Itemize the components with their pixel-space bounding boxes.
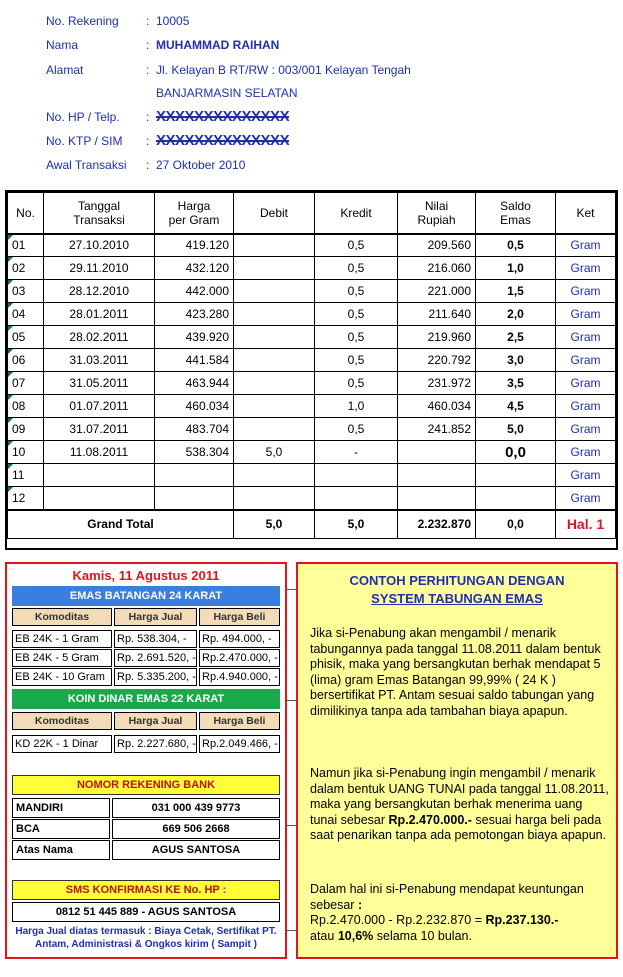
table-row	[8, 326, 616, 349]
cell-kredit	[315, 464, 398, 487]
cell-ket: Gram	[556, 234, 616, 257]
cell-tanggal: 28.01.2011	[44, 303, 155, 326]
table-row	[8, 257, 616, 280]
cell-debit: 5,0	[234, 441, 315, 464]
emas-title: EMAS BATANGAN 24 KARAT	[12, 586, 280, 606]
dinar-col-jual: Harga Jual	[114, 712, 197, 730]
cell-ket: Gram	[556, 487, 616, 510]
emas-cell-beli: Rp.4.940.000, -	[199, 668, 280, 686]
cell-debit	[234, 418, 315, 441]
example-paragraph-1: Jika si-Penabung akan mengambil / menarik tabungannya pada tanggal 11.08.2011 dalam bentuk phisik, maka yang bersangkutan berhak mendapat 5 (lima) gram Emas Batangan 99,99% ( 24 K ) bersertifikat PT. Antam sesuai saldo tabungan yang dimilikinya tanpa ada tambahan biaya apapun.	[310, 626, 601, 718]
dinar-title: KOIN DINAR EMAS 22 KARAT	[12, 689, 280, 709]
dinar-beli: Rp.2.049.466, -	[199, 735, 280, 753]
table-row	[8, 441, 616, 464]
cell-debit	[234, 234, 315, 257]
cell-tanggal: 27.10.2010	[44, 234, 155, 257]
cell-saldo: 0,5	[476, 234, 556, 257]
cell-kredit: 0,5	[315, 418, 398, 441]
cell-saldo: 1,5	[476, 280, 556, 303]
cell-debit	[234, 303, 315, 326]
cell-kredit: 0,5	[315, 280, 398, 303]
grand-total-debit: 5,0	[234, 510, 315, 539]
emas-cell-beli: Rp. 494.000, -	[199, 630, 280, 648]
cell-tanggal	[44, 464, 155, 487]
sms-title: SMS KONFIRMASI KE No. HP :	[12, 880, 280, 900]
emas-cell-kom: EB 24K - 5 Gram	[12, 649, 112, 667]
cell-no: 07	[8, 372, 44, 395]
connector-line	[287, 930, 296, 931]
cell-no: 11	[8, 464, 44, 487]
cell-debit	[234, 372, 315, 395]
cell-tanggal: 01.07.2011	[44, 395, 155, 418]
cell-ket: Gram	[556, 441, 616, 464]
cell-no: 02	[8, 257, 44, 280]
example-title: CONTOH PERHITUNGAN DENGAN SYSTEM TABUNGAN EMAS	[349, 573, 565, 606]
col-debit: Debit	[234, 193, 315, 234]
cell-no: 09	[8, 418, 44, 441]
bank-value: 031 000 439 9773	[112, 798, 280, 818]
page-number: Hal. 1	[556, 510, 616, 539]
cell-harga	[155, 487, 234, 510]
transaction-table	[5, 190, 618, 550]
table-row	[8, 349, 616, 372]
bank-value: 669 506 2668	[112, 819, 280, 839]
cell-harga: 423.280	[155, 303, 234, 326]
table-row	[8, 464, 616, 487]
table-row	[8, 487, 616, 510]
cell-nilai: 460.034	[398, 395, 476, 418]
cell-kredit: 0,5	[315, 234, 398, 257]
col-harga: Harga per Gram	[155, 193, 234, 234]
cell-tanggal	[44, 487, 155, 510]
grand-total-nilai: 2.232.870	[398, 510, 476, 539]
table-row	[8, 280, 616, 303]
sms-number: 0812 51 445 889 - AGUS SANTOSA	[12, 902, 280, 922]
cell-saldo: 2,0	[476, 303, 556, 326]
table-header-row	[8, 193, 616, 234]
cell-ket: Gram	[556, 303, 616, 326]
connector-line	[287, 825, 296, 826]
grand-total-kredit: 5,0	[315, 510, 398, 539]
table-row	[8, 303, 616, 326]
cell-no: 01	[8, 234, 44, 257]
cell-no: 10	[8, 441, 44, 464]
dinar-col-beli: Harga Beli	[199, 712, 280, 730]
cell-kredit: 0,5	[315, 257, 398, 280]
col-ket: Ket	[556, 193, 616, 234]
cell-debit	[234, 326, 315, 349]
transaction-grid	[7, 192, 616, 539]
emas-col-komoditas: Komoditas	[12, 608, 112, 626]
grand-total-saldo: 0,0	[476, 510, 556, 539]
cell-kredit: 0,5	[315, 349, 398, 372]
cell-harga: 460.034	[155, 395, 234, 418]
cell-ket: Gram	[556, 326, 616, 349]
cell-no: 03	[8, 280, 44, 303]
bank-title: NOMOR REKENING BANK	[12, 775, 280, 795]
cell-harga: 441.584	[155, 349, 234, 372]
cell-harga: 442.000	[155, 280, 234, 303]
cell-saldo: 3,5	[476, 372, 556, 395]
cell-kredit: -	[315, 441, 398, 464]
cell-tanggal: 31.07.2011	[44, 418, 155, 441]
emas-cell-jual: Rp. 538.304, -	[114, 630, 197, 648]
cell-ket: Gram	[556, 372, 616, 395]
cell-ket: Gram	[556, 464, 616, 487]
cell-harga: 439.920	[155, 326, 234, 349]
cell-harga: 538.304	[155, 441, 234, 464]
cell-nilai: 211.640	[398, 303, 476, 326]
cell-no: 05	[8, 326, 44, 349]
cell-tanggal: 28.02.2011	[44, 326, 155, 349]
cell-no: 04	[8, 303, 44, 326]
example-box	[296, 562, 618, 959]
cell-saldo: 4,5	[476, 395, 556, 418]
cell-tanggal: 31.05.2011	[44, 372, 155, 395]
cell-kredit: 0,5	[315, 372, 398, 395]
cell-tanggal: 28.12.2010	[44, 280, 155, 303]
cell-harga: 419.120	[155, 234, 234, 257]
col-nilai: Nilai Rupiah	[398, 193, 476, 234]
dinar-jual: Rp. 2.227.680, -	[114, 735, 197, 753]
cell-ket: Gram	[556, 395, 616, 418]
table-row	[8, 418, 616, 441]
cell-nilai: 221.000	[398, 280, 476, 303]
connector-line	[287, 700, 296, 701]
cell-no: 06	[8, 349, 44, 372]
cell-no: 08	[8, 395, 44, 418]
dinar-komoditas: KD 22K - 1 Dinar	[12, 735, 112, 753]
bank-name: MANDIRI	[12, 798, 110, 818]
cell-ket: Gram	[556, 418, 616, 441]
cell-debit	[234, 464, 315, 487]
cell-harga: 463.944	[155, 372, 234, 395]
price-box	[5, 562, 287, 959]
example-paragraph-2: Namun jika si-Penabung ingin mengambil / menarik dalam bentuk UANG TUNAI pada tanggal 11.08.2011, maka yang bersangkutan berhak menerima uang tunai sebesar Rp.2.470.000.- sesuai harga beli pada saat penarikan tanpa ada pemotongan biaya apapun.	[310, 766, 609, 842]
emas-cell-jual: Rp. 2.691.520, -	[114, 649, 197, 667]
emas-cell-beli: Rp.2.470.000, -	[199, 649, 280, 667]
cell-nilai	[398, 441, 476, 464]
cell-no: 12	[8, 487, 44, 510]
cell-nilai: 241.852	[398, 418, 476, 441]
cell-ket: Gram	[556, 280, 616, 303]
emas-cell-kom: EB 24K - 10 Gram	[12, 668, 112, 686]
cell-harga: 432.120	[155, 257, 234, 280]
price-footnote: Harga Jual diatas termasuk : Biaya Cetak, Sertifikat PT. Antam, Administrasi & Ongkos kirim ( Sampit )	[15, 926, 277, 950]
cell-debit	[234, 487, 315, 510]
cell-saldo: 0,0	[476, 441, 556, 464]
cell-nilai: 216.060	[398, 257, 476, 280]
cell-kredit: 0,5	[315, 326, 398, 349]
cell-kredit	[315, 487, 398, 510]
cell-nilai: 231.972	[398, 372, 476, 395]
cell-debit	[234, 349, 315, 372]
emas-cell-jual: Rp. 5.335.200, -	[114, 668, 197, 686]
example-paragraph-3: Dalam hal ini si-Penabung mendapat keuntungan sebesar : Rp.2.470.000 - Rp.2.232.870 = Rp.237.130.- atau 10,6% selama 10 bulan.	[310, 882, 584, 943]
emas-col-jual: Harga Jual	[114, 608, 197, 626]
cell-debit	[234, 395, 315, 418]
cell-kredit: 0,5	[315, 303, 398, 326]
cell-nilai	[398, 464, 476, 487]
bank-name: Atas Nama	[12, 840, 110, 860]
table-row	[8, 395, 616, 418]
table-row	[8, 234, 616, 257]
cell-tanggal: 29.11.2010	[44, 257, 155, 280]
cell-debit	[234, 280, 315, 303]
bank-value: AGUS SANTOSA	[112, 840, 280, 860]
cell-ket: Gram	[556, 349, 616, 372]
cell-nilai: 209.560	[398, 234, 476, 257]
cell-saldo	[476, 487, 556, 510]
cell-ket: Gram	[556, 257, 616, 280]
cell-harga: 483.704	[155, 418, 234, 441]
cell-harga	[155, 464, 234, 487]
col-saldo: Saldo Emas	[476, 193, 556, 234]
col-no: No.	[8, 193, 44, 234]
cell-saldo: 5,0	[476, 418, 556, 441]
cell-tanggal: 31.03.2011	[44, 349, 155, 372]
table-row	[8, 372, 616, 395]
cell-nilai: 219.960	[398, 326, 476, 349]
cell-kredit: 1,0	[315, 395, 398, 418]
col-tanggal: Tanggal Transaksi	[44, 193, 155, 234]
dinar-col-komoditas: Komoditas	[12, 712, 112, 730]
col-kredit: Kredit	[315, 193, 398, 234]
cell-tanggal: 11.08.2011	[44, 441, 155, 464]
cell-saldo: 2,5	[476, 326, 556, 349]
cell-debit	[234, 257, 315, 280]
grand-total-row	[8, 510, 616, 539]
cell-saldo: 1,0	[476, 257, 556, 280]
cell-nilai	[398, 487, 476, 510]
bank-name: BCA	[12, 819, 110, 839]
price-date: Kamis, 11 Agustus 2011	[72, 568, 220, 583]
emas-cell-kom: EB 24K - 1 Gram	[12, 630, 112, 648]
emas-col-beli: Harga Beli	[199, 608, 280, 626]
cell-saldo	[476, 464, 556, 487]
grand-total-label: Grand Total	[8, 510, 234, 539]
connector-line	[287, 589, 296, 590]
cell-nilai: 220.792	[398, 349, 476, 372]
cell-saldo: 3,0	[476, 349, 556, 372]
